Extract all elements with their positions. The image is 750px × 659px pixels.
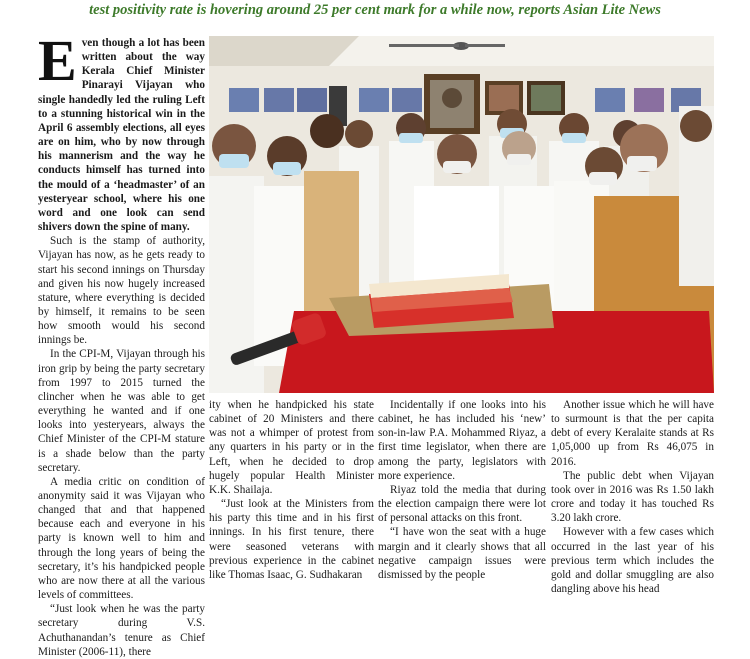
body-paragraph: Riyaz told the media that during the election campaign there were lot of personal attacks on this front. xyxy=(378,483,546,525)
drop-cap: E xyxy=(38,28,77,93)
body-paragraph: A media critic on condition of anonymity said it was Vijayan who changed that and that happened because each and everyone in his party is known well to him and through the long years of being the secretary, it’s his handpicked people who are now there at all the various levels of committees. xyxy=(38,475,205,602)
body-paragraph: Such is the stamp of authority, Vijayan has now, as he gets ready to start his second innings on Thursday and given his now hugely increased stature, where everything is decided by himself, it remains to be seen how smooth would his second innings be. xyxy=(38,235,205,347)
body-paragraph: However with a few cases which occurred in the last year of his previous term which includes the gold and dollar smuggling are also dangling above his head xyxy=(551,526,714,596)
deck-text: test positivity rate is hovering around 25 per cent mark for a while now, reports Asian Lite News xyxy=(89,2,661,18)
article-column-2 xyxy=(209,398,374,582)
article-photo xyxy=(209,36,714,393)
article-column-4 xyxy=(551,398,714,596)
article-deck xyxy=(0,0,750,24)
body-paragraph: In the CPI-M, Vijayan through his iron grip by being the party secretary from 1997 to 2015 turned the clincher when he was able to get everything he wanted and if one looks into yesteryears, always the Chief Minister of the CPI-M stature is a shade below than the party secretary. xyxy=(38,348,205,474)
lead-text: ven though a lot has been written about the way Kerala Chief Minister Pinarayi Vijayan who single handedly led the ruling Left to a stunning historical win in the April 6 assembly elections, all eyes are on him, who by now through his mannerism and the way he conducts himself has turned into the mould of a ‘headmaster’ of an yesteryear school, where his one word and one look can send shivers down the spine of many. xyxy=(38,37,205,234)
lead-paragraph xyxy=(38,28,205,234)
body-paragraph: The public debt when Vijayan took over in 2016 was Rs 1.50 lakh crore and today it has touched Rs 3.20 lakh crore. xyxy=(551,469,714,525)
body-paragraph: “Just look when he was the party secretary during V.S. Achuthanandan’s tenure as Chief Minister (2006-11), there xyxy=(38,603,205,658)
body-paragraph: “Just look at the Ministers from his party this time and in his first innings. In his first tenure, there were seasoned veterans with previous experience in the cabinet like Thomas Isaac, G. Sudhakaran xyxy=(209,498,374,581)
body-paragraph: ity when he handpicked his state cabinet of 20 Ministers and there was not a whimper of protest from any quarters in his party or in the Left, when he decided to drop hugely popular Health Minister K.K. Shailaja. xyxy=(209,399,374,496)
photo-illustration xyxy=(209,36,714,393)
body-paragraph: Another issue which he will have to surmount is that the per capita debt of every Keralaite stands at Rs 1,05,000 up from Rs 46,075 in 2016. xyxy=(551,399,714,468)
body-paragraph: “I have won the seat with a huge margin and it clearly shows that all negative campaign issues were dismissed by the people xyxy=(378,526,546,581)
body-paragraph: Incidentally if one looks into his cabinet, he has included his ‘new’ son-in-law P.A. Mohammed Riyaz, a first time legislator, when there are among the party, legislators with more experience. xyxy=(378,399,546,482)
article-column-1 xyxy=(38,28,205,659)
article-column-3 xyxy=(378,398,546,582)
